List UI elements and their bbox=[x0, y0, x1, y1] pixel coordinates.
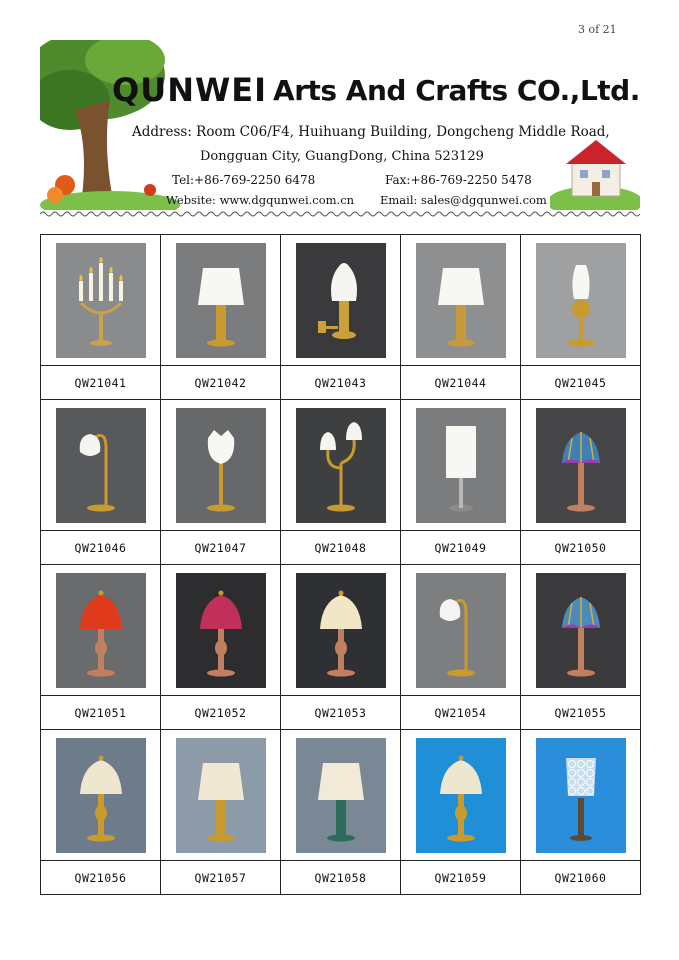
product-photo bbox=[296, 573, 386, 688]
product-code: QW21051 bbox=[41, 696, 161, 730]
product-photo-cell bbox=[281, 730, 401, 861]
website: Website: www.dgqunwei.com.cn bbox=[166, 193, 355, 207]
product-code: QW21060 bbox=[521, 861, 641, 895]
product-photo bbox=[176, 243, 266, 358]
product-photo bbox=[416, 408, 506, 523]
product-code: QW21041 bbox=[41, 366, 161, 400]
product-photo bbox=[176, 573, 266, 688]
product-photo-cell bbox=[41, 235, 161, 366]
product-photo bbox=[536, 573, 626, 688]
product-code: QW21042 bbox=[161, 366, 281, 400]
product-photo-cell bbox=[521, 235, 641, 366]
company-banner bbox=[40, 40, 640, 210]
product-code: QW21054 bbox=[401, 696, 521, 730]
product-photo-cell bbox=[161, 235, 281, 366]
product-photo-cell bbox=[41, 565, 161, 696]
product-photo bbox=[416, 243, 506, 358]
product-code: QW21043 bbox=[281, 366, 401, 400]
product-photo bbox=[56, 738, 146, 853]
page-number: 3 of 21 bbox=[578, 23, 617, 36]
product-code: QW21048 bbox=[281, 531, 401, 565]
wavy-divider bbox=[40, 210, 640, 218]
product-code: QW21058 bbox=[281, 861, 401, 895]
product-photo bbox=[176, 408, 266, 523]
product-code: QW21047 bbox=[161, 531, 281, 565]
product-photo-cell bbox=[281, 400, 401, 531]
product-photo bbox=[56, 408, 146, 523]
product-grid bbox=[40, 234, 641, 895]
product-photo-cell bbox=[281, 235, 401, 366]
email: Email: sales@dgqunwei.com bbox=[380, 193, 547, 207]
house-illustration bbox=[550, 130, 640, 210]
product-photo bbox=[56, 573, 146, 688]
company-title: Arts And Crafts CO.,Ltd. bbox=[273, 73, 640, 107]
product-photo-cell bbox=[161, 730, 281, 861]
product-code: QW21055 bbox=[521, 696, 641, 730]
product-photo bbox=[176, 738, 266, 853]
product-photo bbox=[56, 243, 146, 358]
product-photo bbox=[416, 738, 506, 853]
product-photo-cell bbox=[401, 730, 521, 861]
product-code: QW21050 bbox=[521, 531, 641, 565]
product-code: QW21044 bbox=[401, 366, 521, 400]
product-photo bbox=[536, 243, 626, 358]
brand-name: QUNWEI bbox=[112, 71, 268, 109]
product-code: QW21045 bbox=[521, 366, 641, 400]
product-photo-cell bbox=[521, 565, 641, 696]
product-code: QW21053 bbox=[281, 696, 401, 730]
product-photo-cell bbox=[521, 730, 641, 861]
company-logo bbox=[112, 68, 640, 112]
telephone: Tel:+86-769-2250 6478 bbox=[172, 173, 316, 187]
product-photo bbox=[416, 573, 506, 688]
product-photo-cell bbox=[41, 730, 161, 861]
product-code: QW21056 bbox=[41, 861, 161, 895]
product-code: QW21057 bbox=[161, 861, 281, 895]
product-photo-cell bbox=[401, 400, 521, 531]
product-photo-cell bbox=[281, 565, 401, 696]
product-code: QW21046 bbox=[41, 531, 161, 565]
product-photo bbox=[296, 408, 386, 523]
product-code: QW21052 bbox=[161, 696, 281, 730]
product-photo bbox=[536, 408, 626, 523]
product-photo bbox=[296, 738, 386, 853]
address-line-1: Address: Room C06/F4, Huihuang Building, Dongcheng Middle Road, bbox=[132, 124, 610, 140]
address-line-2: Dongguan City, GuangDong, China 523129 bbox=[200, 149, 484, 164]
product-photo-cell bbox=[521, 400, 641, 531]
product-code: QW21049 bbox=[401, 531, 521, 565]
product-photo-cell bbox=[161, 400, 281, 531]
product-photo-cell bbox=[41, 400, 161, 531]
product-photo bbox=[296, 243, 386, 358]
fax: Fax:+86-769-2250 5478 bbox=[385, 173, 532, 187]
product-photo-cell bbox=[401, 565, 521, 696]
product-code: QW21059 bbox=[401, 861, 521, 895]
product-photo-cell bbox=[161, 565, 281, 696]
product-photo-cell bbox=[401, 235, 521, 366]
product-photo bbox=[536, 738, 626, 853]
